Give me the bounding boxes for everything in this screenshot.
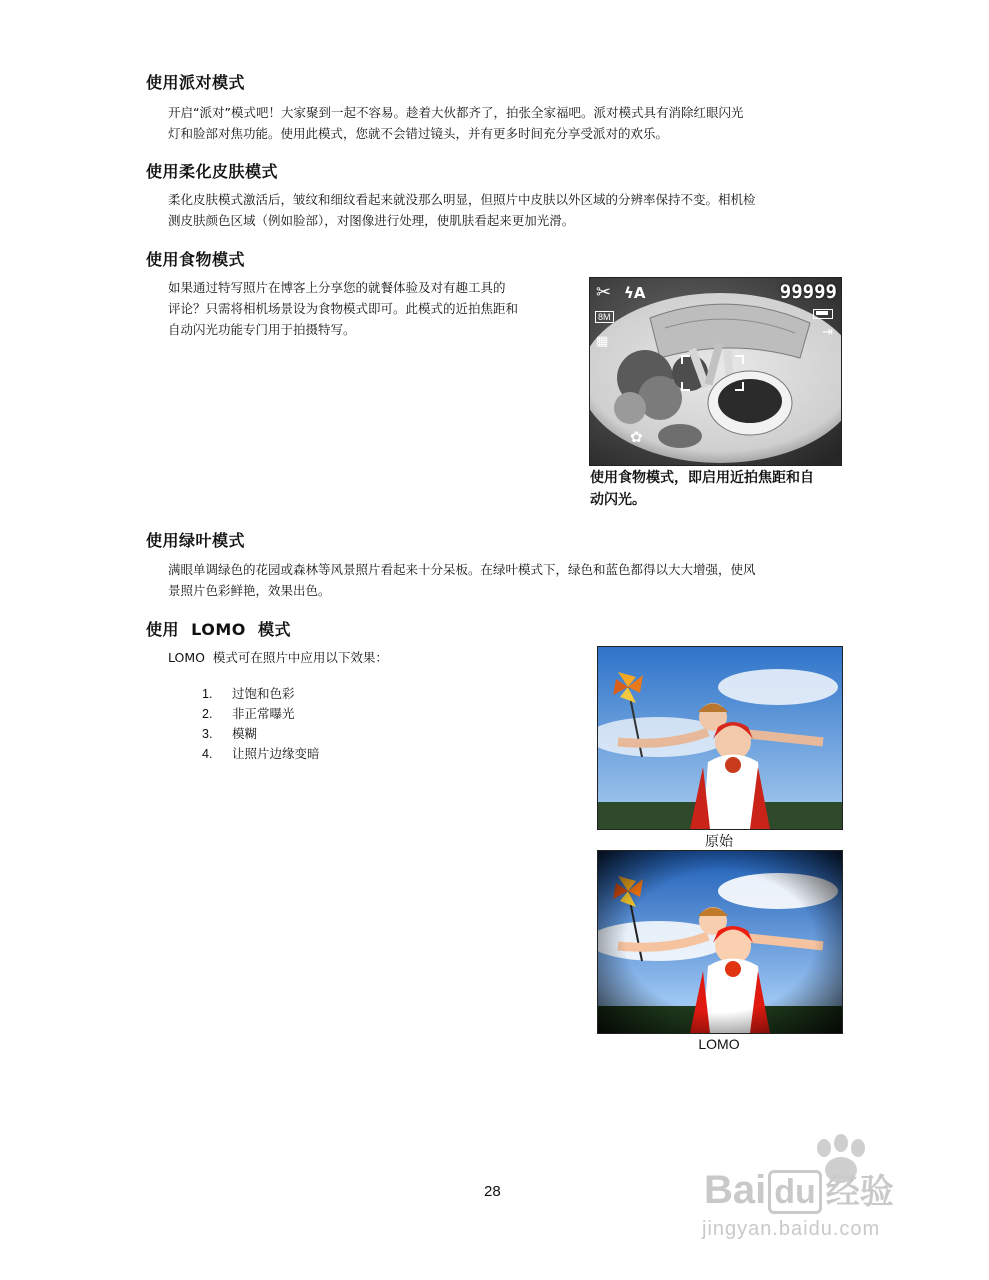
food-caption-line: 动闪光。: [590, 492, 646, 508]
watermark-url: jingyan.baidu.com: [702, 1218, 881, 1240]
lomo-intro: LOMO 模式可在照片中应用以下效果：: [168, 650, 388, 665]
food-paragraph: [168, 277, 518, 340]
battery-icon: [813, 309, 833, 319]
foliage-paragraph: [168, 559, 756, 601]
party-line: 灯和脸部对焦功能。使用此模式，您就不会错过镜头，并有更多时间充分享受派对的欢乐。: [168, 126, 669, 141]
food-line: 如果通过特写照片在博客上分享您的就餐体验及对有趣工具的: [168, 280, 506, 295]
memory-card-icon: ⇥: [822, 325, 833, 340]
soft-skin-line: 柔化皮肤模式激活后，皱纹和细纹看起来就没那么明显，但照片中皮肤以外区域的分辨率保持不变。相机检: [168, 192, 756, 207]
soft-skin-paragraph: [168, 189, 756, 231]
list-item: 1. 过饱和色彩: [202, 686, 295, 701]
baidu-watermark: [702, 1140, 932, 1260]
section-title-foliage: 使用绿叶模式: [146, 531, 246, 550]
section-title-soft-skin: 使用柔化皮肤模式: [146, 162, 279, 181]
original-photo-drawing: [598, 647, 842, 829]
section-title-lomo: 使用 LOMO 模式: [146, 620, 292, 639]
section-title-party: 使用派对模式: [146, 73, 246, 92]
flash-auto-icon: ϟA: [624, 284, 646, 302]
party-paragraph: [168, 102, 743, 144]
food-mode-lcd-image: [589, 277, 842, 466]
original-caption: 原始: [705, 833, 733, 849]
quality-icon: ▦: [596, 334, 609, 349]
shot-count: 99999: [779, 281, 837, 303]
lomo-photo: [597, 850, 843, 1034]
food-line: 自动闪光功能专门用于拍摄特写。: [168, 322, 356, 337]
party-line: 开启“派对”模式吧！大家聚到一起不容易。趁着大伙都齐了，拍张全家福吧。派对模式具有消除红眼闪光: [168, 105, 744, 120]
list-item: 4. 让照片边缘变暗: [202, 746, 320, 761]
macro-flower-icon: ✿: [630, 428, 643, 446]
page-number: 28: [484, 1183, 501, 1200]
lomo-effects-list: [202, 684, 320, 764]
foliage-line: 景照片色彩鲜艳，效果出色。: [168, 583, 331, 598]
lomo-photo-drawing: [598, 851, 842, 1033]
image-size-badge: 8M: [595, 311, 614, 323]
food-photo-drawing: [590, 278, 841, 465]
food-caption-line: 使用食物模式，即启用近拍焦距和自: [590, 470, 814, 486]
section-title-food: 使用食物模式: [146, 250, 246, 269]
list-item: 3. 模糊: [202, 726, 258, 741]
food-line: 评论？只需将相机场景设为食物模式即可。此模式的近拍焦距和: [168, 301, 519, 316]
original-photo: [597, 646, 843, 830]
foliage-line: 满眼单调绿色的花园或森林等风景照片看起来十分呆板。在绿叶模式下，绿色和蓝色都得以大大增强，使风: [168, 562, 756, 577]
food-caption: [590, 467, 814, 511]
lomo-caption: LOMO: [698, 1036, 740, 1052]
watermark-brand: Bai du 经验: [704, 1168, 894, 1212]
list-item: 2. 非正常曝光: [202, 706, 295, 721]
soft-skin-line: 测皮肤颜色区域（例如脸部），对图像进行处理，使肌肤看起来更加光滑。: [168, 213, 575, 228]
food-mode-icon: ✂: [596, 282, 612, 303]
